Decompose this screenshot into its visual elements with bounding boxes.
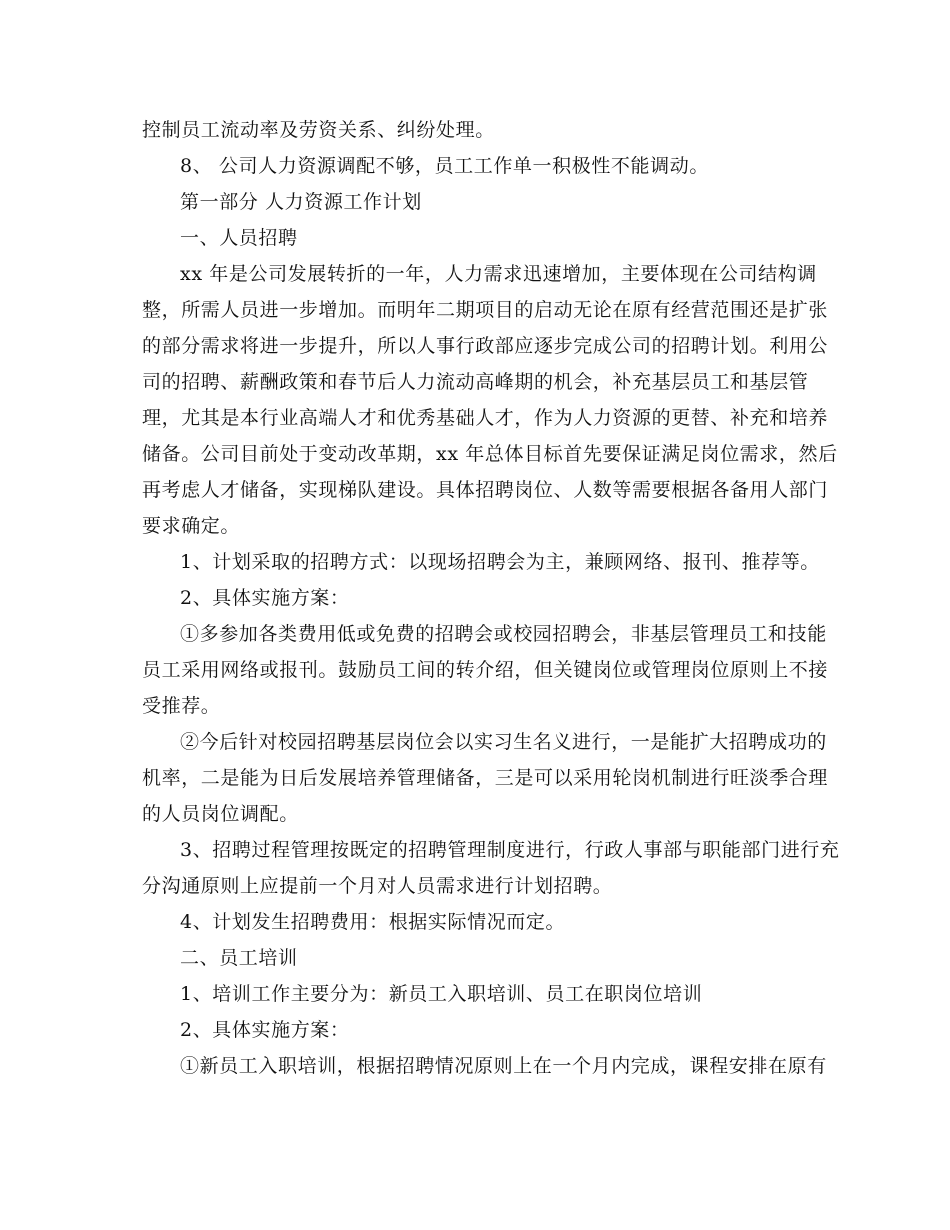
paragraph bbox=[142, 832, 840, 904]
text-line: 储备。公司目前处于变动改革期，xx 年总体目标首先要保证满足岗位需求，然后 bbox=[142, 443, 838, 465]
text-line: 再考虑人才储备，实现梯队建设。具体招聘岗位、人数等需要根据各备用人部门 bbox=[142, 479, 829, 501]
paragraph bbox=[142, 1012, 812, 1048]
text-line: 1、计划采取的招聘方式：以现场招聘会为主，兼顾网络、报刊、推荐等。 bbox=[180, 551, 820, 573]
text-line: 分沟通原则上应提前一个月对人员需求进行计划招聘。 bbox=[142, 875, 613, 897]
text-line: 要求确定。 bbox=[142, 515, 241, 537]
text-line: 1、培训工作主要分为：新员工入职培训、员工在职岗位培训 bbox=[180, 983, 703, 1005]
text-line: 的部分需求将进一步提升，所以人事行政部应逐步完成公司的招聘计划。利用公 bbox=[142, 335, 829, 357]
paragraph bbox=[142, 256, 838, 544]
paragraph bbox=[142, 148, 812, 184]
document-body bbox=[142, 112, 840, 1084]
text-line: 机率，二是能为日后发展培养管理储备，三是可以采用轮岗机制进行旺淡季合理 bbox=[142, 767, 829, 789]
text-line: 8、 公司人力资源调配不够，员工工作单一积极性不能调动。 bbox=[180, 155, 709, 177]
paragraph bbox=[142, 544, 820, 580]
text-line: ①多参加各类费用低或免费的招聘会或校园招聘会，非基层管理员工和技能 bbox=[180, 623, 827, 645]
text-line: 理，尤其是本行业高端人才和优秀基础人才，作为人力资源的更替、补充和培养 bbox=[142, 407, 829, 429]
paragraph bbox=[142, 904, 812, 940]
text-line: 员工采用网络或报刊。鼓励员工间的转介绍，但关键岗位或管理岗位原则上不接 bbox=[142, 659, 829, 681]
paragraph bbox=[142, 940, 812, 976]
text-line: 2、具体实施方案： bbox=[180, 587, 350, 609]
text-line: 的人员岗位调配。 bbox=[142, 803, 299, 825]
text-line: 二、员工培训 bbox=[180, 947, 298, 969]
text-line: 4、计划发生招聘费用：根据实际情况而定。 bbox=[180, 911, 566, 933]
text-line: 整，所需人员进一步增加。而明年二期项目的启动无论在原有经营范围还是扩张 bbox=[142, 299, 829, 321]
text-line: 第一部分 人力资源工作计划 bbox=[180, 191, 422, 213]
paragraph bbox=[142, 616, 829, 724]
paragraph bbox=[142, 1048, 827, 1084]
paragraph bbox=[142, 112, 812, 148]
text-line: 司的招聘、薪酬政策和春节后人力流动高峰期的机会，补充基层员工和基层管 bbox=[142, 371, 809, 393]
text-line: 一、人员招聘 bbox=[180, 227, 298, 249]
paragraph bbox=[142, 976, 812, 1012]
text-line: ①新员工入职培训，根据招聘情况原则上在一个月内完成，课程安排在原有 bbox=[180, 1055, 827, 1077]
text-line: 3、招聘过程管理按既定的招聘管理制度进行，行政人事部与职能部门进行充 bbox=[180, 839, 840, 861]
text-line: 受推荐。 bbox=[142, 695, 221, 717]
paragraph bbox=[142, 220, 812, 256]
paragraph bbox=[142, 184, 812, 220]
text-line: ②今后针对校园招聘基层岗位会以实习生名义进行，一是能扩大招聘成功的 bbox=[180, 731, 827, 753]
paragraph bbox=[142, 580, 812, 616]
text-line: 2、具体实施方案： bbox=[180, 1019, 350, 1041]
paragraph bbox=[142, 724, 829, 832]
text-line: 控制员工流动率及劳资关系、纠纷处理。 bbox=[142, 119, 495, 141]
text-line: xx 年是公司发展转折的一年，人力需求迅速增加，主要体现在公司结构调 bbox=[180, 263, 817, 285]
